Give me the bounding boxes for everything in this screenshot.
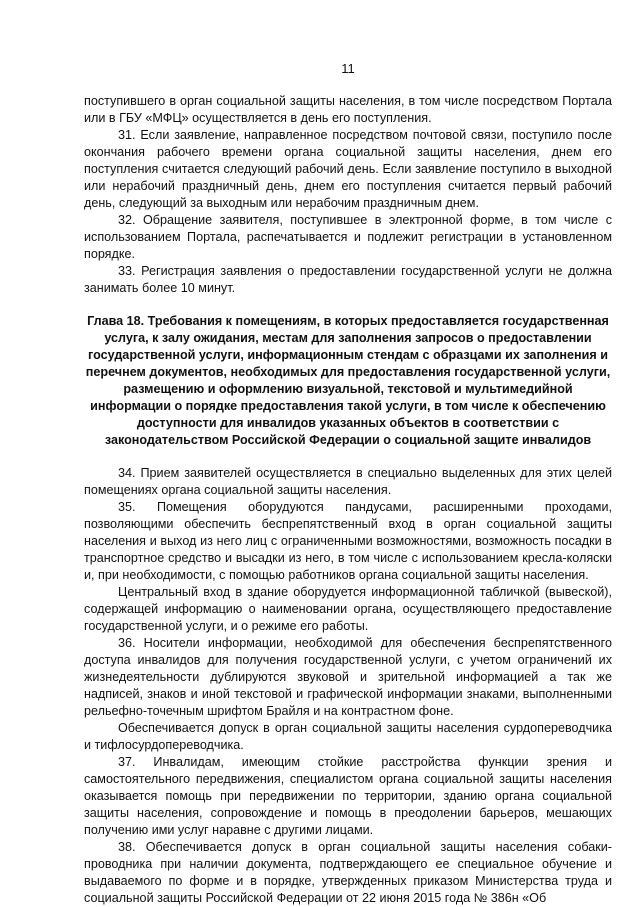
paragraph-34: 34. Прием заявителей осуществляется в специально выделенных для этих целей помещениях органа социальной защиты населения. — [84, 466, 612, 497]
paragraph-33: 33. Регистрация заявления о предоставлении государственной услуги не должна занимать более 10 минут. — [84, 264, 612, 295]
paragraph-interpreter-access: Обеспечивается допуск в орган социальной защиты населения сурдопереводчика и тифлосурдопереводчика. — [84, 721, 612, 752]
paragraph-32: 32. Обращение заявителя, поступившее в электронной форме, в том числе с использованием Портала, распечатывается и подлежит регистрации в установленном порядке. — [84, 213, 612, 261]
paragraph-31: 31. Если заявление, направленное посредством почтовой связи, поступило после окончания рабочего времени органа социальной защиты населения, днем его поступления считается следующий рабочий день. Если заявление поступило в выходной или нерабочий праздничный день, днем его поступления считается первый рабочий день, следующий за выходным или нерабочим праздничным днем. — [84, 128, 612, 210]
chapter-18-heading: Глава 18. Требования к помещениям, в которых предоставляется государственная услуга, к залу ожидания, местам для заполнения запросов о предоставлении государственной услуги, информационным стендам с образцами их заполнения и перечнем документов, необходимых для предоставления государственной услуги, размещению и оформлению визуальной, текстовой и мультимедийной информации о порядке предоставления такой услуги, в том числе к обеспечению доступности для инвалидов указанных объектов в соответствии с законодательством Российской Федерации о социальной защите инвалидов — [85, 314, 611, 447]
page-number: 11 — [341, 61, 355, 76]
paragraph-36: 36. Носители информации, необходимой для обеспечения беспрепятственного доступа инвалидов для получения государственной услуги, с учетом ограничений их жизнедеятельности дублируются звуковой и зрительной информацией а так же надписей, знаков и иной текстовой и графической информации знаками, выполненными рельефно-точечным шрифтом Брайля и на контрастном фоне. — [84, 636, 612, 718]
paragraph-continuation: поступившего в орган социальной защиты населения, в том числе посредством Портала или в ГБУ «МФЦ» осуществляется в день его поступления. — [84, 94, 612, 125]
paragraph-37: 37. Инвалидам, имеющим стойкие расстройства функции зрения и самостоятельного передвижения, специалистом органа социальной защиты населения оказывается помощь при передвижении по территории, зданию органа социальной защиты населения, сопровождение и помощь в преодолении барьеров, мешающих получению ими услуг наравне с другими лицами. — [84, 755, 612, 837]
paragraph-central-entrance: Центральный вход в здание оборудуется информационной табличкой (вывеской), содержащей информацию о наименовании органа, осуществляющего предоставление государственной услуги, и о режиме его работы. — [84, 585, 612, 633]
paragraph-35: 35. Помещения оборудуются пандусами, расширенными проходами, позволяющими обеспечить беспрепятственный вход в орган социальной защиты населения и выход из него лиц с ограниченными возможностями, возможность посадки в транспортное средство и высадки из него, в том числе с использованием кресла-коляски и, при необходимости, с помощью работников органа социальной защиты населения. — [84, 500, 612, 582]
paragraph-38: 38. Обеспечивается допуск в орган социальной защиты населения собаки-проводника при наличии документа, подтверждающего ее специальное обучение и выдаваемого по форме и в порядке, утвержденных приказом Министерства труда и социальной защиты Российской Федерации от 22 июня 2015 года № 386н «Об — [84, 840, 612, 905]
